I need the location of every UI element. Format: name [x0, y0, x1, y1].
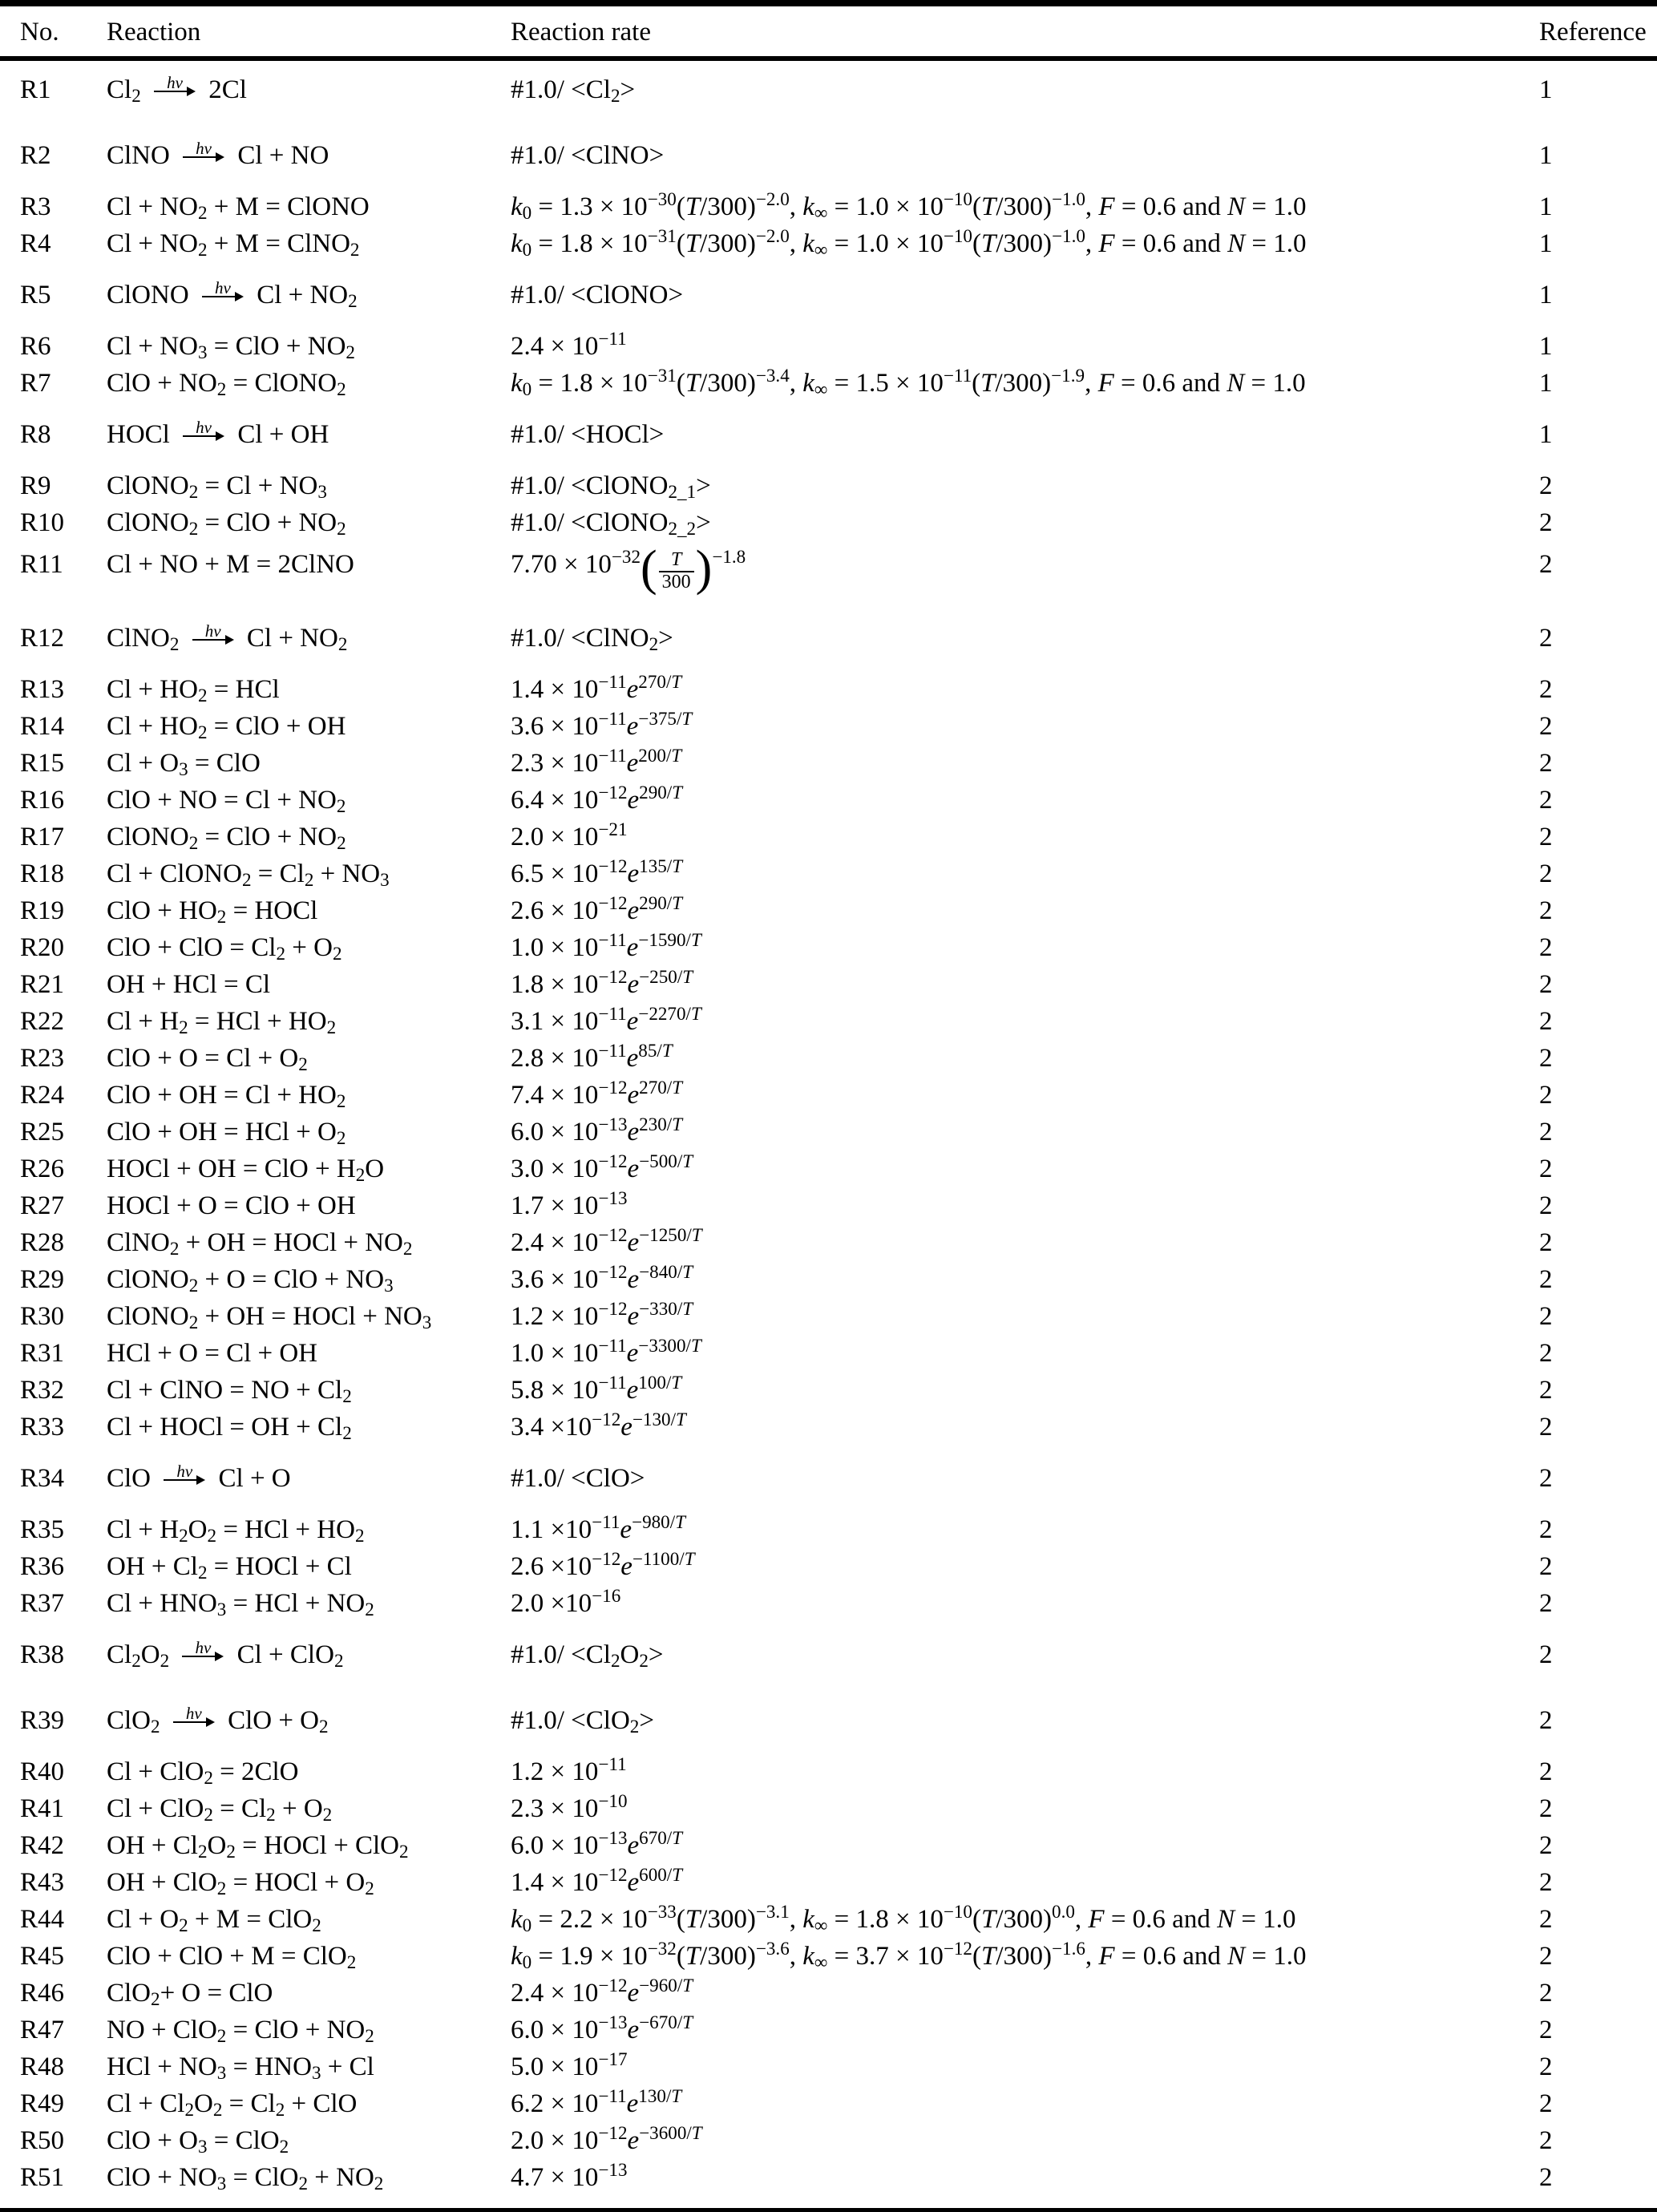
row-no: R2 [20, 141, 51, 170]
reference-value: 2 [1539, 2052, 1553, 2081]
table-row [20, 225, 1657, 266]
table-row [20, 1938, 1657, 1979]
row-no: R28 [20, 1228, 65, 1257]
reaction-rate: $3.6 \times 10^{-12}e^{-840/T}$ [511, 1261, 693, 1294]
reaction-rate: $4.7 \times 10^{-13}$ [511, 2159, 628, 2192]
reaction-rate: $2.4 \times 10^{-12}e^{-1250/T}$ [511, 1224, 702, 1257]
table-row [20, 1187, 1657, 1228]
reference-value: 2 [1539, 1044, 1553, 1073]
reaction-rate: $k0 = 1.9 \times 10^{-32}(T/300)^{-3.6}$, $k\infty = 3.7 \times 10^{-12}(T/300)^{-1.6}$, F = 0.6 and N = 1.0 [511, 1938, 1307, 1973]
table-row [20, 1827, 1657, 1868]
reaction-formula: ClONO2 + OH = HOCl + NO3 [107, 1302, 432, 1333]
reaction-formula: Cl + NO2 + M = ClNO2 [107, 229, 360, 261]
reaction-formula: ClONO2 = ClO + NO2 [107, 823, 346, 854]
table-row [20, 1450, 1657, 1515]
table-row [20, 1864, 1657, 1905]
row-no: R40 [20, 1757, 65, 1786]
table-row [20, 188, 1657, 229]
table-row [20, 127, 1657, 192]
reaction-formula: Cl + O2 + M = ClO2 [107, 1905, 321, 1936]
column-header-reaction: Reaction [107, 18, 201, 47]
reaction-rate: $6.5 \times 10^{-12}e^{135/T}$ [511, 855, 683, 888]
row-no: R26 [20, 1155, 65, 1183]
reaction-formula: ClONO2 = ClO + NO2 [107, 508, 346, 540]
hv-photolysis-arrow-icon: hν [173, 1706, 215, 1737]
column-header-no: No. [20, 18, 59, 47]
reaction-rate: $1.1 \times 10^{-11}e^{-980/T}$ [511, 1511, 685, 1544]
reaction-formula: OH + Cl2 = HOCl + Cl [107, 1552, 352, 1583]
reaction-formula: ClO hν Cl + O [107, 1461, 291, 1493]
table-row [20, 1626, 1657, 1692]
reaction-formula: ClO2 hν ClO + O2 [107, 1703, 329, 1737]
row-no: R12 [20, 624, 65, 653]
reaction-formula: ClO + ClO = Cl2 + O2 [107, 933, 342, 964]
reference-value: 2 [1539, 1464, 1553, 1493]
reference-value: 1 [1539, 229, 1553, 258]
row-no: R42 [20, 1831, 65, 1860]
table-row [20, 966, 1657, 1007]
reference-value: 2 [1539, 1552, 1553, 1581]
table-row [20, 609, 1657, 675]
reaction-formula: Cl + ClO2 = 2ClO [107, 1757, 299, 1789]
reference-value: 2 [1539, 1302, 1553, 1331]
reference-value: 2 [1539, 2016, 1553, 2044]
table-row [20, 541, 1657, 609]
reaction-rate: $5.0 \times 10^{-17}$ [511, 2048, 628, 2081]
reference-value: 1 [1539, 369, 1553, 398]
hv-photolysis-arrow-icon: hν [202, 281, 244, 311]
hv-photolysis-arrow-icon: hν [182, 1640, 224, 1671]
hv-photolysis-arrow-icon: hν [183, 420, 224, 451]
reaction-formula: HOCl hν Cl + OH [107, 417, 329, 449]
table-body [20, 61, 1657, 2200]
reaction-formula: HOCl + OH = ClO + H2O [107, 1155, 385, 1186]
row-no: R3 [20, 192, 51, 221]
reaction-formula: Cl + H2O2 = HCl + HO2 [107, 1515, 365, 1547]
table-row [20, 2085, 1657, 2126]
row-no: R14 [20, 712, 65, 741]
reaction-rate: $3.6 \times 10^{-11}e^{-375/T}$ [511, 708, 693, 741]
reference-value: 2 [1539, 1413, 1553, 1442]
reference-value: 1 [1539, 192, 1553, 221]
reference-value: 2 [1539, 1191, 1553, 1220]
reaction-rate: #1.0/ <ClO> [511, 1464, 645, 1493]
reference-value: 1 [1539, 141, 1553, 170]
row-no: R41 [20, 1794, 65, 1823]
reaction-rate: #1.0/ <ClONO2_1> [511, 471, 711, 503]
reaction-formula: ClONO2 + O = ClO + NO3 [107, 1265, 394, 1296]
reaction-rate: $2.0 \times 10^{-21}$ [511, 819, 628, 851]
reaction-rate: $2.8 \times 10^{-11}e^{85/T}$ [511, 1040, 673, 1073]
reaction-formula: Cl + Cl2O2 = Cl2 + ClO [107, 2089, 358, 2121]
table-row [20, 508, 1657, 545]
reference-value: 1 [1539, 420, 1553, 449]
row-no: R19 [20, 896, 65, 925]
reference-value: 1 [1539, 332, 1553, 361]
table-row [20, 328, 1657, 369]
reference-value: 2 [1539, 823, 1553, 851]
table-row [20, 2159, 1657, 2200]
table-row [20, 1224, 1657, 1265]
row-no: R29 [20, 1265, 65, 1294]
reference-value: 2 [1539, 550, 1553, 579]
table-row [20, 1335, 1657, 1376]
table-row [20, 1003, 1657, 1044]
reference-value: 2 [1539, 2126, 1553, 2155]
reaction-formula: ClO + O = Cl + O2 [107, 1044, 308, 1075]
row-no: R46 [20, 1979, 65, 2008]
reaction-formula: ClO + NO3 = ClO2 + NO2 [107, 2163, 384, 2194]
reference-value: 2 [1539, 1339, 1553, 1368]
table-bottom-rule [0, 2208, 1657, 2212]
row-no: R7 [20, 369, 51, 398]
table-row [20, 1585, 1657, 1626]
reaction-formula: Cl + HO2 = ClO + OH [107, 712, 346, 743]
reference-value: 2 [1539, 1007, 1553, 1036]
hv-photolysis-arrow-icon: hν [183, 141, 224, 172]
reaction-formula: Cl + HO2 = HCl [107, 675, 280, 706]
reference-value: 2 [1539, 896, 1553, 925]
table-row [20, 1790, 1657, 1831]
reaction-rate: $5.8 \times 10^{-11}e^{100/T}$ [511, 1372, 682, 1405]
reference-value: 1 [1539, 75, 1553, 104]
reaction-formula: Cl + ClONO2 = Cl2 + NO3 [107, 859, 390, 891]
reaction-rate: $1.2 \times 10^{-12}e^{-330/T}$ [511, 1298, 693, 1331]
reaction-rate: #1.0/ <ClONO2_2> [511, 508, 711, 540]
table-row [20, 1511, 1657, 1552]
row-no: R23 [20, 1044, 65, 1073]
row-no: R16 [20, 786, 65, 815]
reaction-rate: $k0 = 1.8 \times 10^{-31}(T/300)^{-3.4}$, $k\infty = 1.5 \times 10^{-11}(T/300)^{-1.9}$, F = 0.6 and N = 1.0 [511, 365, 1306, 400]
table-row [20, 1901, 1657, 1942]
reaction-formula: Cl + NO3 = ClO + NO2 [107, 332, 355, 363]
row-no: R22 [20, 1007, 65, 1036]
reaction-formula: ClO + O3 = ClO2 [107, 2126, 289, 2157]
reaction-rate: #1.0/ <HOCl> [511, 420, 665, 449]
reaction-rate: $3.4 \times 10^{-12}e^{-130/T}$ [511, 1409, 686, 1442]
row-no: R50 [20, 2126, 65, 2155]
row-no: R25 [20, 1118, 65, 1146]
reaction-formula: Cl + H2 = HCl + HO2 [107, 1007, 337, 1038]
reaction-formula: OH + ClO2 = HOCl + O2 [107, 1868, 374, 1899]
row-no: R1 [20, 75, 51, 104]
reference-value: 2 [1539, 1515, 1553, 1544]
reaction-rate: $1.2 \times 10^{-11}$ [511, 1753, 627, 1786]
row-no: R24 [20, 1081, 65, 1110]
reference-value: 2 [1539, 1228, 1553, 1257]
reference-value: 2 [1539, 1265, 1553, 1294]
table-row [20, 855, 1657, 896]
reaction-formula: Cl + NO + M = 2ClNO [107, 550, 354, 579]
reaction-rate: #1.0/ <ClNO2> [511, 624, 673, 655]
hv-photolysis-arrow-icon: hν [154, 75, 196, 106]
row-no: R13 [20, 675, 65, 704]
table-row [20, 782, 1657, 823]
row-no: R9 [20, 471, 51, 500]
table-row [20, 2122, 1657, 2163]
reaction-rate: #1.0/ <ClONO> [511, 281, 684, 309]
table-row [20, 929, 1657, 970]
reference-value: 2 [1539, 1979, 1553, 2008]
reaction-rate: #1.0/ <ClO2> [511, 1706, 654, 1737]
reference-value: 2 [1539, 1118, 1553, 1146]
table-row [20, 1975, 1657, 2016]
reaction-rate: $3.1 \times 10^{-11}e^{-2270/T}$ [511, 1003, 701, 1036]
reaction-rate: $6.0 \times 10^{-13}e^{-670/T}$ [511, 2012, 693, 2044]
row-no: R31 [20, 1339, 65, 1368]
row-no: R32 [20, 1376, 65, 1405]
row-no: R21 [20, 970, 65, 999]
reaction-formula: ClO + ClO + M = ClO2 [107, 1942, 357, 1973]
reaction-rate: $2.4 \times 10^{-11}$ [511, 328, 627, 361]
reaction-formula: ClONO hν Cl + NO2 [107, 277, 358, 312]
reaction-rate: $1.4 \times 10^{-11}e^{270/T}$ [511, 671, 682, 704]
reference-value: 2 [1539, 1757, 1553, 1786]
row-no: R5 [20, 281, 51, 309]
table-top-rule [0, 0, 1657, 6]
reaction-rate: $1.0 \times 10^{-11}e^{-3300/T}$ [511, 1335, 701, 1368]
row-no: R45 [20, 1942, 65, 1971]
reaction-rate: $1.7 \times 10^{-13}$ [511, 1187, 628, 1220]
reference-value: 2 [1539, 1905, 1553, 1934]
reaction-rate: $2.0 \times 10^{-16}$ [511, 1585, 621, 1618]
row-no: R15 [20, 749, 65, 778]
row-no: R6 [20, 332, 51, 361]
reaction-rate: $6.2 \times 10^{-11}e^{130/T}$ [511, 2085, 682, 2118]
reaction-formula: ClNO2 hν Cl + NO2 [107, 621, 348, 655]
reference-value: 1 [1539, 281, 1553, 309]
reference-value: 2 [1539, 749, 1553, 778]
table-row [20, 2012, 1657, 2052]
row-no: R43 [20, 1868, 65, 1897]
table-header-row [20, 6, 1657, 56]
reaction-formula: Cl + HOCl = OH + Cl2 [107, 1413, 352, 1444]
table-row [20, 1298, 1657, 1339]
reference-value: 2 [1539, 624, 1553, 653]
reference-value: 2 [1539, 508, 1553, 537]
table-row [20, 1261, 1657, 1302]
reaction-formula: HOCl + O = ClO + OH [107, 1191, 356, 1220]
reaction-rate: $6.0 \times 10^{-13}e^{670/T}$ [511, 1827, 683, 1860]
reference-value: 2 [1539, 471, 1553, 500]
reaction-formula: OH + Cl2O2 = HOCl + ClO2 [107, 1831, 409, 1862]
table-row [20, 406, 1657, 471]
reaction-formula: HCl + O = Cl + OH [107, 1339, 318, 1368]
reaction-formula: ClO + OH = HCl + O2 [107, 1118, 346, 1149]
reaction-rate: $3.0 \times 10^{-12}e^{-500/T}$ [511, 1150, 693, 1183]
table-row [20, 892, 1657, 933]
reaction-rate: $7.70 \times 10^{-32}$( $\frac{T}{300}$ )$^{-1.8}$ [511, 541, 746, 596]
column-header-reference: Reference [1539, 18, 1647, 47]
row-no: R35 [20, 1515, 65, 1544]
row-no: R33 [20, 1413, 65, 1442]
row-no: R47 [20, 2016, 65, 2044]
reference-value: 2 [1539, 2163, 1553, 2192]
reference-value: 2 [1539, 1376, 1553, 1405]
reaction-formula: Cl + HNO3 = HCl + NO2 [107, 1589, 374, 1620]
table-row [20, 1409, 1657, 1450]
row-no: R49 [20, 2089, 65, 2118]
reference-value: 2 [1539, 1868, 1553, 1897]
reaction-formula: ClO + OH = Cl + HO2 [107, 1081, 346, 1112]
reaction-rate: $2.6 \times 10^{-12}e^{290/T}$ [511, 892, 683, 925]
reference-value: 2 [1539, 1640, 1553, 1669]
column-header-rate: Reaction rate [511, 18, 651, 47]
reference-value: 2 [1539, 712, 1553, 741]
reference-value: 2 [1539, 1155, 1553, 1183]
hv-photolysis-arrow-icon: hν [164, 1464, 205, 1494]
table-row [20, 745, 1657, 786]
row-no: R18 [20, 859, 65, 888]
reference-value: 2 [1539, 786, 1553, 815]
row-no: R34 [20, 1464, 65, 1493]
row-no: R10 [20, 508, 65, 537]
hv-photolysis-arrow-icon: hν [192, 624, 234, 654]
row-no: R39 [20, 1706, 65, 1735]
reaction-rate: $6.0 \times 10^{-13}e^{230/T}$ [511, 1114, 683, 1146]
reaction-formula: ClO + NO2 = ClONO2 [107, 369, 346, 400]
row-no: R36 [20, 1552, 65, 1581]
row-no: R37 [20, 1589, 65, 1618]
reference-value: 2 [1539, 970, 1553, 999]
reaction-rate: #1.0/ <ClNO> [511, 141, 665, 170]
row-no: R17 [20, 823, 65, 851]
reaction-rate: $1.0 \times 10^{-11}e^{-1590/T}$ [511, 929, 701, 962]
reaction-formula: Cl + O3 = ClO [107, 749, 261, 780]
row-no: R48 [20, 2052, 65, 2081]
reaction-formula: ClO + HO2 = HOCl [107, 896, 318, 928]
table-row [20, 1692, 1657, 1757]
reaction-rate: $k0 = 1.8 \times 10^{-31}(T/300)^{-2.0}$, $k\infty = 1.0 \times 10^{-10}(T/300)^{-1.0}$, F = 0.6 and N = 1.0 [511, 225, 1307, 261]
table-row [20, 1548, 1657, 1589]
reference-value: 2 [1539, 859, 1553, 888]
row-no: R51 [20, 2163, 65, 2192]
reference-value: 2 [1539, 2089, 1553, 2118]
reference-value: 2 [1539, 1081, 1553, 1110]
row-no: R38 [20, 1640, 65, 1669]
reaction-formula: ClNO hν Cl + NO [107, 138, 329, 170]
row-no: R44 [20, 1905, 65, 1934]
table-row [20, 1372, 1657, 1413]
row-no: R11 [20, 550, 63, 579]
table-row [20, 1040, 1657, 1081]
reaction-formula: ClONO2 = Cl + NO3 [107, 471, 327, 503]
table-row [20, 2048, 1657, 2089]
reaction-rate: $k0 = 1.3 \times 10^{-30}(T/300)^{-2.0}$, $k\infty = 1.0 \times 10^{-10}(T/300)^{-1.0}$, F = 0.6 and N = 1.0 [511, 188, 1307, 224]
reaction-formula: ClO2+ O = ClO [107, 1979, 273, 2010]
reaction-rate: $k0 = 2.2 \times 10^{-33}(T/300)^{-3.1}$, $k\infty = 1.8 \times 10^{-10}(T/300)^{0.0}$, F = 0.6 and N = 1.0 [511, 1901, 1296, 1936]
row-no: R4 [20, 229, 51, 258]
reaction-formula: Cl + NO2 + M = ClONO [107, 192, 370, 224]
table-row [20, 1114, 1657, 1155]
table-row [20, 266, 1657, 332]
reaction-rate: $2.0 \times 10^{-12}e^{-3600/T}$ [511, 2122, 702, 2155]
reaction-rate: $1.4 \times 10^{-12}e^{600/T}$ [511, 1864, 683, 1897]
table-row [20, 471, 1657, 508]
reaction-formula: Cl + ClNO = NO + Cl2 [107, 1376, 352, 1407]
reaction-rate: #1.0/ <Cl2> [511, 75, 636, 107]
reaction-rate: $2.4 \times 10^{-12}e^{-960/T}$ [511, 1975, 693, 2008]
reaction-formula: OH + HCl = Cl [107, 970, 271, 999]
reaction-formula: Cl + ClO2 = Cl2 + O2 [107, 1794, 333, 1826]
reference-value: 2 [1539, 675, 1553, 704]
reference-value: 2 [1539, 933, 1553, 962]
row-no: R20 [20, 933, 65, 962]
table-row [20, 1753, 1657, 1794]
table-row [20, 1077, 1657, 1118]
reaction-rate: #1.0/ <Cl2O2> [511, 1640, 664, 1672]
reaction-formula: ClNO2 + OH = HOCl + NO2 [107, 1228, 413, 1260]
reference-value: 2 [1539, 1589, 1553, 1618]
table-row [20, 708, 1657, 749]
reaction-rate: $7.4 \times 10^{-12}e^{270/T}$ [511, 1077, 683, 1110]
reaction-rate: $6.4 \times 10^{-12}e^{290/T}$ [511, 782, 683, 815]
reaction-rate: $2.3 \times 10^{-10}$ [511, 1790, 628, 1823]
row-no: R27 [20, 1191, 65, 1220]
reaction-formula: ClO + NO = Cl + NO2 [107, 786, 346, 817]
table-row [20, 671, 1657, 712]
reference-value: 2 [1539, 1794, 1553, 1823]
reference-value: 2 [1539, 1942, 1553, 1971]
table-row [20, 61, 1657, 127]
row-no: R8 [20, 420, 51, 449]
table-row [20, 819, 1657, 859]
reaction-formula: Cl2O2 hν Cl + ClO2 [107, 1637, 344, 1672]
reaction-formula: HCl + NO3 = HNO3 + Cl [107, 2052, 374, 2084]
reference-value: 2 [1539, 1706, 1553, 1735]
reaction-formula: Cl2 hν 2Cl [107, 72, 247, 107]
reaction-rate: $1.8 \times 10^{-12}e^{-250/T}$ [511, 966, 693, 999]
reference-value: 2 [1539, 1831, 1553, 1860]
row-no: R30 [20, 1302, 65, 1331]
table-row [20, 1150, 1657, 1191]
reaction-rate: $2.3 \times 10^{-11}e^{200/T}$ [511, 745, 682, 778]
reaction-rate: $2.6 \times 10^{-12}e^{-1100/T}$ [511, 1548, 695, 1581]
table-row [20, 365, 1657, 406]
reaction-formula: NO + ClO2 = ClO + NO2 [107, 2016, 374, 2047]
